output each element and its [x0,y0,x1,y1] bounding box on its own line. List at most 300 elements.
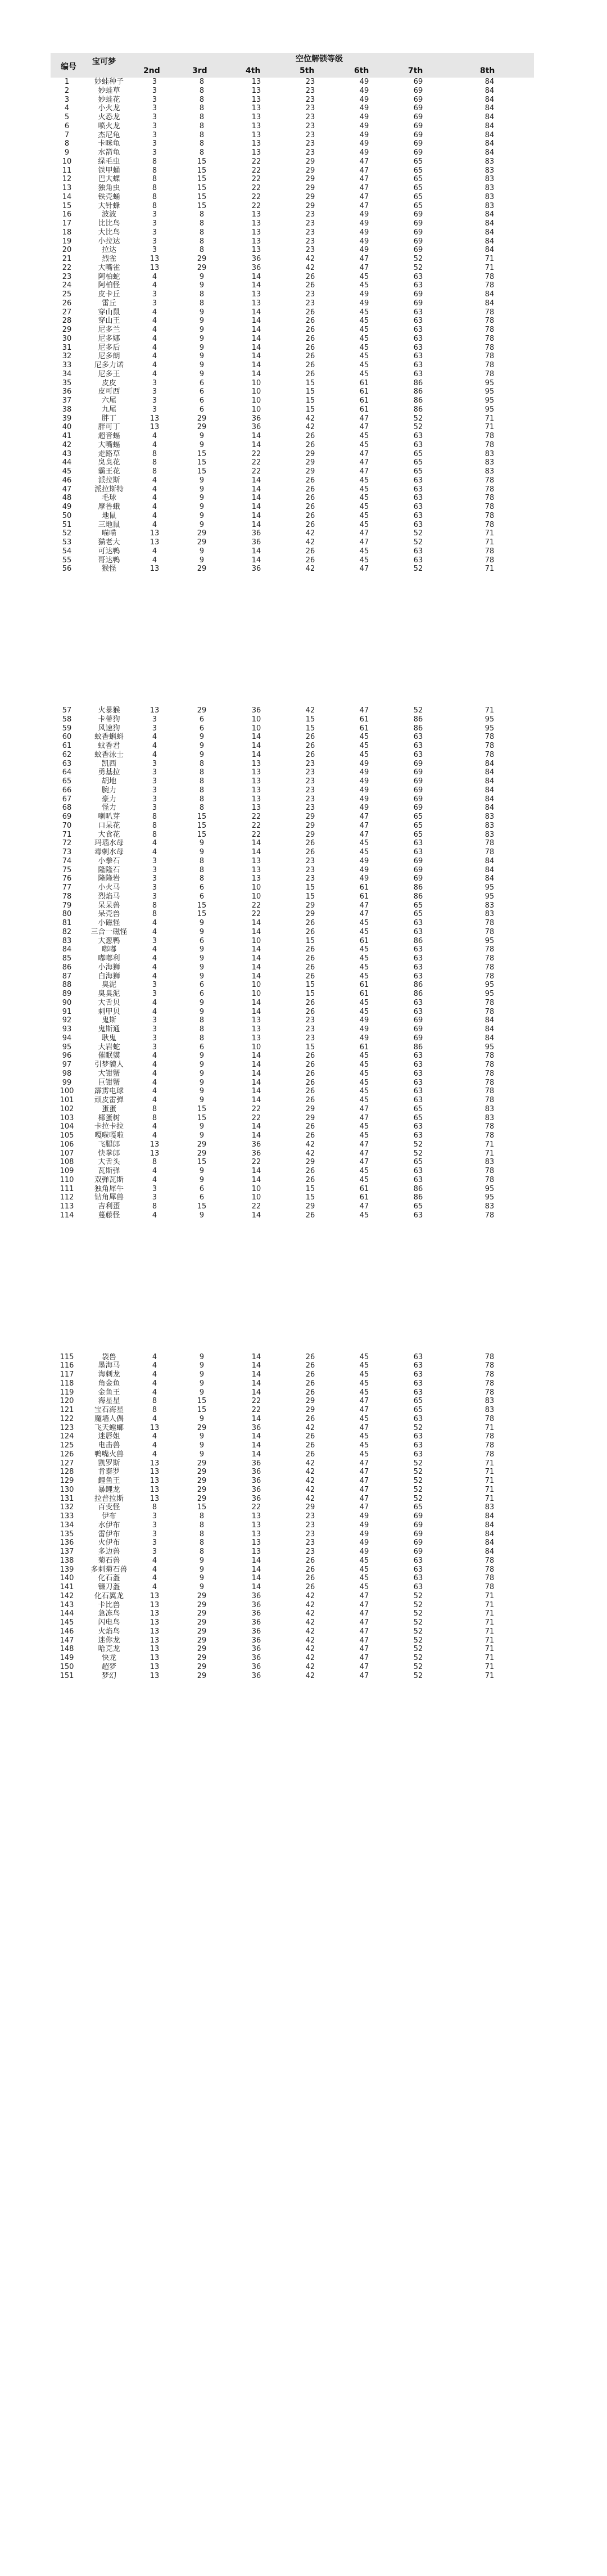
cell-level: 71 [484,1654,495,1662]
table-row [51,326,534,335]
cell-name: 波波 [101,210,116,219]
cell-level: 71 [484,1485,495,1494]
cell-level: 3 [152,1034,157,1043]
cell-level: 14 [251,1414,261,1423]
cell-name: 伊布 [101,1512,116,1521]
cell-level: 42 [305,1494,315,1503]
cell-level: 63 [413,963,423,972]
cell-name: 火暴猴 [98,706,120,715]
table-row [51,228,534,237]
cell-level: 23 [305,1530,315,1539]
cell-level: 84 [484,95,495,104]
cell-level: 63 [413,1175,423,1184]
cell-level: 15 [197,910,207,919]
cell-level: 63 [413,1087,423,1096]
cell-level: 9 [199,750,205,759]
cell-name: 嘟嘟利 [98,954,120,963]
cell-level: 63 [413,520,423,529]
cell-level: 78 [484,1414,495,1423]
cell-level: 4 [152,963,157,972]
cell-level: 42 [305,1671,315,1680]
cell-name: 大嘴蝠 [98,440,120,449]
cell-name: 阿柏怪 [98,281,120,290]
cell-level: 36 [251,1477,261,1485]
cell-level: 14 [251,1131,261,1140]
cell-level: 69 [413,1512,423,1521]
cell-level: 3 [152,1548,157,1556]
cell-name: 菊石兽 [98,1556,120,1565]
cell-level: 8 [199,1548,205,1556]
cell-id: 108 [60,1158,74,1167]
cell-level: 52 [413,255,423,263]
cell-level: 63 [413,1052,423,1061]
cell-level: 9 [199,839,205,848]
cell-id: 83 [62,936,72,945]
cell-level: 83 [484,449,495,458]
table-row [51,999,534,1008]
cell-level: 45 [359,1096,369,1104]
cell-id: 17 [62,219,72,228]
cell-level: 47 [359,1618,369,1627]
cell-level: 45 [359,476,369,485]
cell-level: 49 [359,148,369,157]
cell-name: 大嘴雀 [98,263,120,272]
cell-id: 58 [62,715,72,724]
cell-level: 9 [199,1175,205,1184]
cell-level: 22 [251,813,261,821]
cell-level: 14 [251,503,261,511]
cell-level: 65 [413,1158,423,1167]
cell-name: 豪力 [101,795,116,804]
cell-name: 皮卡丘 [98,290,120,299]
cell-level: 84 [484,86,495,95]
cell-level: 9 [199,281,205,290]
cell-level: 69 [413,1025,423,1034]
table-row [51,396,534,405]
cell-id: 59 [62,724,72,733]
cell-level: 63 [413,1211,423,1220]
cell-level: 45 [359,1414,369,1423]
cell-name: 摩鲁蛾 [98,503,120,511]
cell-id: 81 [62,919,72,927]
cell-level: 36 [251,1140,261,1149]
cell-level: 52 [413,1459,423,1468]
cell-level: 95 [484,1184,495,1193]
cell-level: 47 [359,1591,369,1600]
cell-level: 15 [197,813,207,821]
cell-level: 78 [484,1565,495,1574]
cell-level: 26 [305,750,315,759]
table-row [51,476,534,485]
cell-level: 9 [199,1061,205,1069]
cell-level: 4 [152,317,157,326]
cell-level: 8 [199,219,205,228]
cell-level: 84 [484,113,495,121]
cell-level: 23 [305,1548,315,1556]
cell-level: 78 [484,361,495,369]
cell-level: 63 [413,326,423,334]
cell-level: 49 [359,1548,369,1556]
cell-level: 22 [251,192,261,201]
cell-level: 84 [484,786,495,795]
table-row [51,1370,534,1379]
cell-level: 69 [413,219,423,228]
cell-id: 38 [62,405,72,414]
cell-level: 29 [305,467,315,476]
cell-id: 128 [60,1468,74,1477]
cell-level: 22 [251,1202,261,1211]
cell-level: 95 [484,990,495,998]
cell-name: 大比鸟 [98,228,120,237]
cell-id: 12 [62,175,72,184]
cell-level: 42 [305,255,315,263]
cell-level: 65 [413,830,423,839]
cell-name: 可达鸭 [98,547,120,556]
cell-level: 4 [152,1007,157,1016]
cell-level: 8 [199,121,205,130]
cell-level: 49 [359,290,369,299]
cell-id: 147 [60,1636,74,1645]
table-row [51,387,534,396]
cell-id: 57 [62,706,72,715]
cell-level: 14 [251,750,261,759]
cell-level: 4 [152,733,157,742]
cell-id: 41 [62,432,72,440]
table-row [51,529,534,538]
cell-level: 95 [484,981,495,990]
table-row [51,937,534,946]
cell-level: 14 [251,361,261,369]
cell-level: 13 [251,290,261,299]
cell-name: 大钳蟹 [98,1069,120,1078]
table-row [51,264,534,273]
cell-level: 13 [150,1485,160,1494]
cell-name: 铁壳蛹 [98,192,120,201]
cell-level: 6 [199,387,205,396]
cell-id: 97 [62,1061,72,1069]
cell-level: 69 [413,759,423,768]
cell-level: 52 [413,1140,423,1149]
cell-level: 13 [150,529,160,538]
cell-level: 78 [484,1388,495,1397]
cell-level: 8 [199,759,205,768]
cell-name: 地鼠 [101,511,116,520]
cell-level: 9 [199,494,205,503]
cell-id: 18 [62,228,72,237]
cell-level: 15 [305,1193,315,1202]
cell-level: 61 [359,936,369,945]
cell-level: 15 [197,1104,207,1113]
cell-level: 49 [359,246,369,255]
cell-level: 14 [251,927,261,936]
cell-level: 45 [359,1574,369,1583]
cell-level: 63 [413,1583,423,1591]
cell-level: 14 [251,343,261,352]
cell-id: 118 [60,1379,74,1388]
cell-level: 26 [305,848,315,856]
cell-level: 6 [199,724,205,733]
cell-level: 95 [484,405,495,414]
cell-id: 98 [62,1069,72,1078]
cell-level: 15 [197,184,207,192]
cell-level: 49 [359,1512,369,1521]
cell-level: 15 [305,936,315,945]
cell-level: 13 [251,1034,261,1043]
cell-level: 3 [152,936,157,945]
table-row [51,848,534,857]
cell-level: 26 [305,733,315,742]
table-row [51,963,534,972]
table-row [51,706,534,715]
cell-level: 29 [197,1485,207,1494]
table-row [51,919,534,928]
cell-level: 14 [251,1450,261,1459]
cell-id: 66 [62,786,72,795]
cell-level: 47 [359,538,369,547]
table-row [51,1636,534,1645]
cell-id: 87 [62,972,72,981]
cell-level: 14 [251,511,261,520]
header-level-8th: 8th [480,66,495,75]
cell-level: 84 [484,237,495,246]
cell-level: 69 [413,1539,423,1548]
cell-level: 4 [152,1167,157,1175]
cell-level: 42 [305,529,315,538]
cell-level: 78 [484,308,495,317]
cell-name: 蔓藤怪 [98,1211,120,1220]
cell-level: 9 [199,954,205,963]
cell-level: 26 [305,1061,315,1069]
cell-level: 9 [199,848,205,856]
cell-level: 63 [413,369,423,378]
cell-level: 3 [152,865,157,874]
cell-level: 14 [251,1432,261,1441]
cell-level: 49 [359,95,369,104]
cell-id: 28 [62,317,72,326]
cell-level: 14 [251,476,261,485]
cell-level: 15 [197,201,207,210]
cell-level: 15 [305,990,315,998]
cell-level: 71 [484,423,495,432]
cell-level: 45 [359,963,369,972]
cell-level: 4 [152,848,157,856]
cell-id: 106 [60,1140,74,1149]
cell-level: 83 [484,1202,495,1211]
cell-level: 29 [197,1627,207,1636]
cell-id: 16 [62,210,72,219]
cell-level: 13 [150,1645,160,1654]
cell-level: 49 [359,121,369,130]
cell-level: 61 [359,378,369,387]
cell-id: 90 [62,998,72,1007]
cell-name: 化石翼龙 [94,1591,124,1600]
cell-level: 42 [305,1591,315,1600]
cell-name: 凯罗斯 [98,1459,120,1468]
cell-level: 69 [413,228,423,237]
cell-id: 63 [62,759,72,768]
cell-level: 83 [484,1113,495,1122]
cell-level: 47 [359,1636,369,1645]
table-row [51,1450,534,1459]
cell-id: 60 [62,733,72,742]
cell-level: 13 [251,804,261,813]
cell-level: 29 [305,821,315,830]
cell-level: 29 [197,423,207,432]
cell-level: 26 [305,963,315,972]
page-break-gap [51,574,534,706]
cell-level: 61 [359,1184,369,1193]
table-row [51,87,534,96]
cell-level: 14 [251,1167,261,1175]
cell-level: 3 [152,148,157,157]
cell-name: 双弹瓦斯 [94,1175,124,1184]
cell-name: 独角犀牛 [94,1184,124,1193]
cell-name: 隆隆岩 [98,874,120,883]
cell-level: 6 [199,396,205,405]
cell-level: 3 [152,1043,157,1052]
spreadsheet [51,53,534,1680]
cell-level: 63 [413,1069,423,1078]
cell-level: 3 [152,874,157,883]
cell-name: 小拉达 [98,237,120,246]
cell-level: 42 [305,538,315,547]
cell-id: 74 [62,856,72,865]
cell-level: 26 [305,556,315,565]
cell-level: 9 [199,1131,205,1140]
cell-level: 4 [152,476,157,485]
cell-level: 10 [251,990,261,998]
cell-level: 13 [251,1512,261,1521]
cell-level: 14 [251,485,261,494]
cell-name: 尼多兰 [98,326,120,334]
cell-level: 14 [251,547,261,556]
cell-level: 10 [251,378,261,387]
table-row [51,148,534,157]
header-level-5th: 5th [300,66,315,75]
cell-level: 86 [413,892,423,901]
cell-name: 尼多朗 [98,352,120,361]
cell-name: 卡蒂狗 [98,715,120,724]
cell-level: 29 [197,1459,207,1468]
cell-level: 26 [305,927,315,936]
cell-id: 93 [62,1025,72,1034]
cell-id: 34 [62,369,72,378]
cell-level: 47 [359,1104,369,1113]
cell-name: 凯西 [101,759,116,768]
cell-level: 8 [152,1202,157,1211]
cell-id: 45 [62,467,72,476]
cell-id: 145 [60,1618,74,1627]
cell-level: 61 [359,883,369,892]
cell-level: 4 [152,1583,157,1591]
cell-level: 52 [413,263,423,272]
cell-level: 23 [305,95,315,104]
table-row [51,96,534,105]
cell-name: 多刺菊石兽 [90,1565,128,1574]
cell-name: 猫老大 [98,538,120,547]
cell-level: 9 [199,520,205,529]
cell-level: 69 [413,121,423,130]
cell-level: 15 [197,1158,207,1167]
cell-id: 80 [62,910,72,919]
cell-id: 3 [64,95,70,104]
cell-level: 63 [413,1574,423,1583]
cell-level: 26 [305,1352,315,1361]
cell-level: 23 [305,299,315,308]
table-row [51,1211,534,1220]
cell-level: 49 [359,299,369,308]
cell-level: 65 [413,166,423,175]
cell-level: 52 [413,1468,423,1477]
cell-level: 36 [251,538,261,547]
cell-level: 65 [413,201,423,210]
cell-level: 65 [413,1202,423,1211]
cell-name: 哈克龙 [98,1645,120,1654]
cell-level: 29 [197,1591,207,1600]
cell-level: 71 [484,538,495,547]
cell-level: 71 [484,1636,495,1645]
cell-id: 21 [62,255,72,263]
table-row [51,193,534,202]
cell-level: 52 [413,1477,423,1485]
table-row [51,299,534,308]
cell-level: 26 [305,919,315,927]
table-row [51,1105,534,1114]
cell-level: 9 [199,1379,205,1388]
cell-id: 46 [62,476,72,485]
cell-level: 8 [152,910,157,919]
cell-level: 4 [152,1069,157,1078]
cell-level: 83 [484,201,495,210]
cell-level: 26 [305,343,315,352]
cell-level: 45 [359,1441,369,1450]
cell-level: 13 [150,538,160,547]
cell-level: 71 [484,1609,495,1618]
cell-level: 13 [150,706,160,715]
cell-level: 13 [251,1548,261,1556]
cell-level: 13 [251,210,261,219]
cell-level: 14 [251,1583,261,1591]
cell-level: 4 [152,945,157,954]
cell-level: 26 [305,334,315,343]
cell-level: 23 [305,874,315,883]
cell-level: 61 [359,396,369,405]
cell-level: 84 [484,104,495,113]
cell-level: 49 [359,759,369,768]
cell-level: 26 [305,476,315,485]
cell-name: 鬼斯 [101,1016,116,1025]
cell-level: 84 [484,1034,495,1043]
cell-level: 78 [484,1061,495,1069]
cell-name: 火伊布 [98,1539,120,1548]
cell-level: 63 [413,1061,423,1069]
cell-level: 49 [359,113,369,121]
cell-level: 52 [413,565,423,574]
cell-level: 84 [484,856,495,865]
table-row [51,910,534,919]
cell-id: 39 [62,414,72,423]
table-row [51,317,534,326]
cell-level: 45 [359,1078,369,1087]
cell-level: 45 [359,1052,369,1061]
cell-level: 45 [359,334,369,343]
cell-level: 3 [152,981,157,990]
cell-level: 63 [413,733,423,742]
cell-level: 42 [305,263,315,272]
cell-level: 69 [413,786,423,795]
table-row [51,1495,534,1504]
cell-level: 63 [413,1007,423,1016]
